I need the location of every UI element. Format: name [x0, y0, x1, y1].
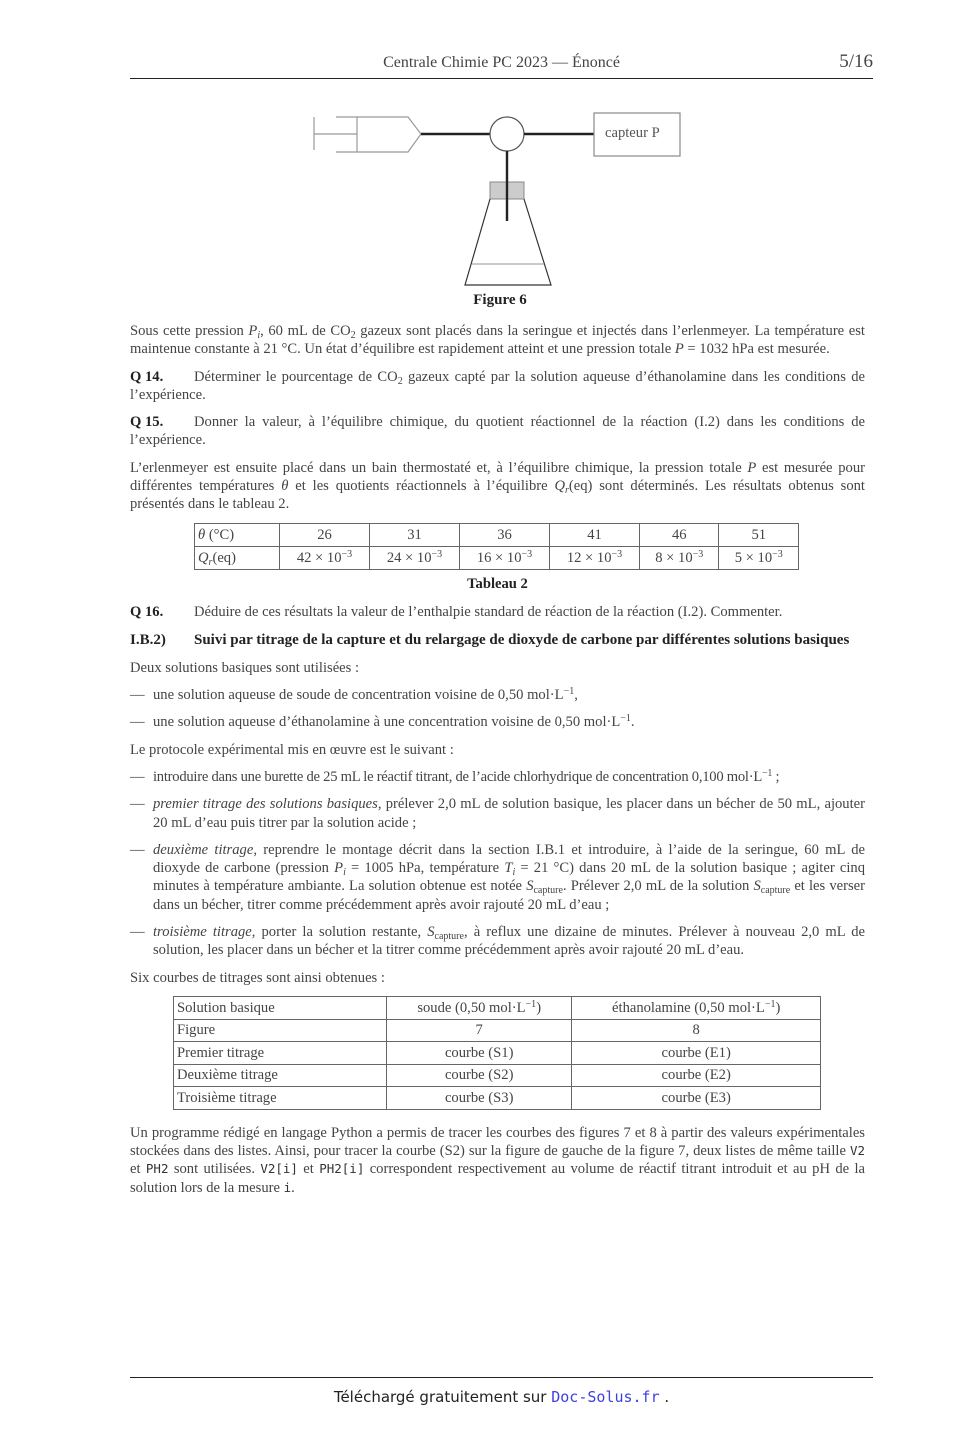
section-number: I.B.2)	[130, 632, 166, 649]
protocol-step: — premier titrage des solutions basiques, prélever 2,0 mL de solution basique, les placer dans un bécher de 50 mL, ajouter 20 mL d’eau puis titrer par la solution acide ;	[130, 796, 865, 831]
table-row	[174, 1042, 821, 1065]
protocol-step: — introduire dans une burette de 25 mL le réactif titrant, de l’acide chlorhydrique de concentration 0,100 $mol\cdot L^{-1}$ ;	[130, 767, 780, 785]
dash-bullet: —	[130, 796, 145, 813]
qr-cell: $5 \times 10^{-3}$	[719, 546, 799, 569]
temperature-cell: 31	[370, 523, 460, 546]
python-paragraph: Un programme rédigé en langage Python a permis de tracer les courbes des figures 7 et 8 à partir des valeurs expérimentales stockées dans des listes. Ainsi, pour tracer la courbe (S2) sur la figure de gauche de la figure 7, deux listes de même taille V2 et PH2 sont utilisées. V2[i] et PH2[i] correspondent respectivement au volume de réactif titrant introduit et au pH de la solution lors de la mesure i.	[130, 1124, 865, 1196]
header-cell: Solution basique	[174, 996, 387, 1019]
table-cell: courbe (E2)	[572, 1064, 821, 1087]
table-header-row	[174, 996, 821, 1019]
figure-6-apparatus	[300, 100, 700, 300]
solutions-intro: Deux solutions basiques sont utilisées :	[130, 659, 360, 676]
question-15: Q 15. Donner la valeur, à l’équilibre chimique, du quotient réactionnel de la réaction (I.2) dans les conditions de l’expérience.	[130, 414, 865, 449]
dash-bullet: —	[130, 841, 145, 858]
row-label: Troisième titrage	[174, 1087, 387, 1110]
protocol-intro: Le protocole expérimental mis en œuvre est le suivant :	[130, 741, 454, 758]
row-label: Deuxième titrage	[174, 1064, 387, 1087]
page-header	[130, 51, 873, 79]
question-16: Q 16. Déduire de ces résultats la valeur de l’enthalpie standard de réaction de la réaction (I.2). Commenter.	[130, 603, 783, 620]
table-cell: courbe (S2)	[387, 1064, 572, 1087]
list-item: — une solution aqueuse d’éthanolamine à une concentration voisine de 0,50 $mol\cdot L^{-1}$.	[130, 713, 635, 731]
temperature-cell: 36	[460, 523, 550, 546]
temperature-cell: 41	[550, 523, 640, 546]
qr-cell: $16 \times 10^{-3}$	[460, 546, 550, 569]
table-2	[194, 523, 799, 570]
row-header-temperature: θ (°C)	[195, 523, 280, 546]
table-row	[195, 546, 799, 569]
qr-cell: $42 \times 10^{-3}$	[280, 546, 370, 569]
temperature-cell: 46	[640, 523, 719, 546]
table-cell: courbe (E3)	[572, 1087, 821, 1110]
temperature-cell: 26	[280, 523, 370, 546]
dash-bullet: —	[130, 687, 145, 704]
footer-divider	[130, 1377, 873, 1378]
row-label: Figure	[174, 1019, 387, 1042]
section-title: Suivi par titrage de la capture et du relargage de dioxyde de carbone par différentes solutions basiques	[194, 632, 850, 649]
dash-bullet: —	[130, 714, 145, 731]
list-item: — une solution aqueuse de soude de concentration voisine de 0,50 $mol\cdot L^{-1}$,	[130, 686, 578, 704]
footer: Téléchargé gratuitement sur Doc-Solus.fr .	[333, 1388, 670, 1406]
header-cell: éthanolamine (0,50 $mol\cdot L^{-1}$)	[572, 996, 821, 1019]
table-cell: courbe (E1)	[572, 1042, 821, 1065]
main-content	[130, 322, 865, 1206]
syringe-icon	[314, 117, 421, 152]
table-cell: 8	[572, 1019, 821, 1042]
section-heading	[130, 631, 865, 650]
table-cell: 7	[387, 1019, 572, 1042]
qr-cell: $24 \times 10^{-3}$	[370, 546, 460, 569]
table-row	[174, 1064, 821, 1087]
table-row	[174, 1019, 821, 1042]
protocol-step: — deuxième titrage, reprendre le montage décrit dans la section I.B.1 et introduire, à l’aide de la seringue, 60 mL de dioxyde de carbone (pression $P_i = 1005$ hPa, température $T_i = 21$ °C) dans 20 mL de la solution basique ; agiter cinq minutes à température ambiante. La solution obtenue est notée $S_{capture}$. Prélever 2,0 mL de la solution $S_{capture}$ et les verser dans un bécher, titrer comme précédemment après avoir rajouté 20 mL d’eau ;	[130, 841, 865, 913]
dash-bullet: —	[130, 768, 145, 785]
table-cell: courbe (S3)	[387, 1087, 572, 1110]
question-label: Q 16.	[130, 603, 164, 620]
table-row	[195, 523, 799, 546]
qr-cell: $8 \times 10^{-3}$	[640, 546, 719, 569]
header-cell: soude (0,50 $mol\cdot L^{-1}$)	[387, 996, 572, 1019]
qr-cell: $12 \times 10^{-3}$	[550, 546, 640, 569]
doc-solus-link[interactable]: Doc-Solus.fr	[551, 1388, 660, 1406]
table-caption: Tableau 2	[467, 575, 528, 592]
temperature-cell: 51	[719, 523, 799, 546]
row-label: Premier titrage	[174, 1042, 387, 1065]
protocol-step: — troisième titrage, porter la solution restante, $S_{capture}$, à reflux une dizaine de minutes. Prélever à nouveau 2,0 mL de solution, les placer dans un bécher et la titrer comme précédemment après avoir rajouté 20 mL d’eau.	[130, 924, 865, 959]
figure-caption: Figure 6	[473, 292, 527, 308]
dash-bullet: —	[130, 924, 145, 941]
document-title: Centrale Chimie PC 2023 — Énoncé	[383, 54, 620, 71]
table-titration-curves	[173, 996, 821, 1110]
row-header-qr: $Q_r(eq)$	[195, 546, 280, 569]
page-number: 5/16	[839, 51, 873, 72]
question-label: Q 15.	[130, 414, 164, 431]
table-row	[174, 1087, 821, 1110]
question-14: Q 14. Déterminer le pourcentage de $CO_2$ gazeux capté par la solution aqueuse d’éthanolamine dans les conditions de l’expérience.	[130, 368, 865, 403]
table-cell: courbe (S1)	[387, 1042, 572, 1065]
thermostat-paragraph: L’erlenmeyer est ensuite placé dans un bain thermostaté et, à l’équilibre chimique, la pression totale P est mesurée pour différentes températures θ et les quotients réactionnels à l’équilibre $Q_r(eq)$ sont déterminés. Les résultats obtenus sont présentés dans le tableau 2.	[130, 459, 865, 513]
sensor-label: capteur P	[605, 125, 660, 141]
valve-icon	[490, 117, 524, 151]
intro-paragraph: Sous cette pression $P_i$, 60 mL de $CO_2$ gazeux sont placés dans la seringue et injectés dans l’erlenmeyer. La température est maintenue constante à 21 °C. Un état d’équilibre est rapidement atteint et une pression totale P = 1032 hPa est mesurée.	[130, 323, 865, 358]
curves-intro: Six courbes de titrages sont ainsi obtenues :	[130, 969, 385, 986]
question-label: Q 14.	[130, 368, 164, 385]
